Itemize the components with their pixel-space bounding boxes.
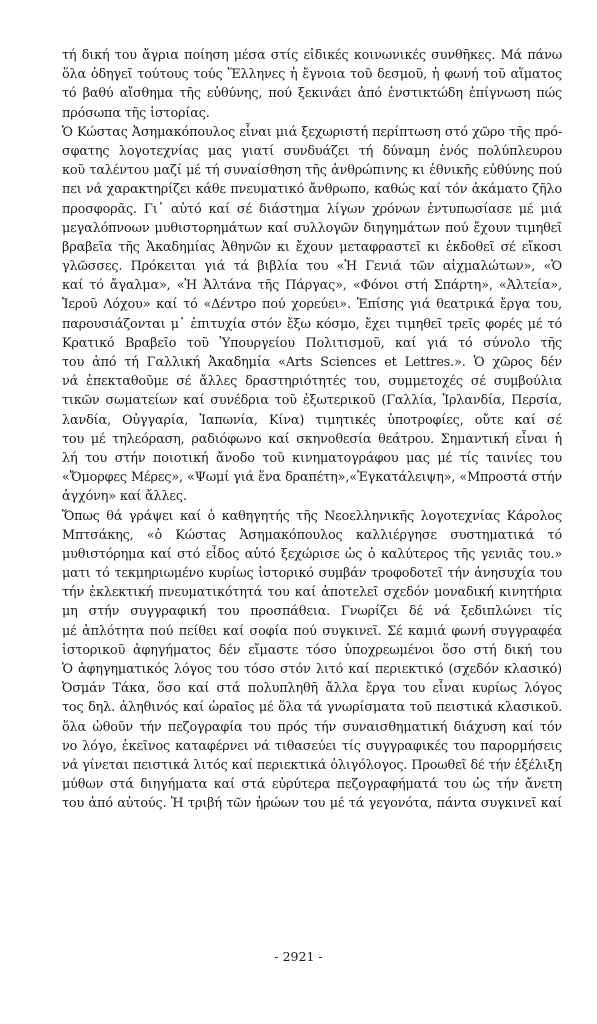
text-line: ἱστορικοῦ ἀφηγήματος δέν εἴμαστε τόσο ὑποχρεωμένοι ὅσο στή δική του [62, 642, 562, 658]
text-line: ματι τό τεκμηριωμένο κυρίως ἱστορικό συμβάν τροφοδοτεῖ τήν ἀνησυχία του [62, 566, 562, 582]
text-line: μεγαλόπνοων μυθιστορημάτων καί συλλογῶν διηγημάτων πού ἔχουν τιμηθεῖ [62, 220, 562, 236]
text-line: νά γίνεται πειστικά λιτός καί περιεκτικά ὀλιγόλογος. Προωθεῖ δέ τήν ἐξέλιξη [62, 757, 562, 773]
text-line: τικῶν σωματείων καί συνέδρια τοῦ ἐξωτερικοῦ (Γαλλία, Ἰρλανδία, Περσία, [62, 393, 562, 409]
text-line: μη στήν συγγραφική του προσπάθεια. Γνωρίζει δέ νά ξεδιπλώνει τίς [62, 604, 562, 620]
text-line: του μέ τηλεόραση, ραδιόφωνο καί σκηνοθεσία θεάτρου. Σημαντική εἶναι ἡ [62, 431, 562, 447]
text-line: του ἀπό τή Γαλλική Ἀκαδημία «Arts Sciences et Lettres.». Ὁ χῶρος δέν [62, 355, 562, 370]
text-line: τήν ἐκλεκτική πνευματικότητά του καί ἀποτελεῖ σχεδόν μοναδική κινητήρια [62, 585, 562, 601]
text-line: πρόσωπα τῆς ἱστορίας. [62, 105, 210, 121]
text-line: προσφορᾶς. Γι᾽ αὐτό καί σέ διάστημα λίγων χρόνων ἐντυπωσίασε μέ μιά [62, 201, 562, 217]
text-line: Ὁ Κώστας Ἀσημακόπουλος εἶναι μιά ξεχωριστή περίπτωση στό χῶρο τῆς πρό- [62, 124, 562, 140]
text-line: πει νά χαρακτηρίζει κάθε πνευματικό ἄνθρωπο, καθώς καί τόν ἀκάματο ζῆλο [62, 182, 562, 198]
text-line: σφατης λογοτεχνίας μας γιατί συνδυάζει τή δύναμη ἑνός πολύπλευρου [62, 143, 562, 159]
text-line: ὅλα ὠθοῦν τήν πεζογραφία του πρός τήν συναισθηματική διάχυση καί τόν [62, 719, 562, 735]
text-line: τό βαθύ αἴσθημα τῆς εὐθύνης, πού ξεκινάει ἀπό ἐνστικτώδη ἐπίγνωση πώς [62, 86, 562, 102]
text-line: νο λόγο, ἐκεῖνος καταφέρνει νά τιθασεύει τίς συγγραφικές του παρορμήσεις [62, 738, 562, 754]
text-line: Ὁ ἀφηγηματικός λόγος του τόσο στόν λιτό καί περιεκτικό (σχεδόν κλασικό) [62, 662, 562, 677]
text-line: τος δηλ. ἀληθινός καί ὡραῖος μέ ὅλα τά γνωρίσματα τοῦ πειστικά κλασικοῦ. [62, 700, 562, 716]
text-line: βραβεῖα τῆς Ἀκαδημίας Ἀθηνῶν κι ἔχουν μεταφραστεῖ κι ἐκδοθεῖ σέ εἴκοσι [62, 239, 562, 255]
page-number: - 2921 - [274, 949, 323, 964]
text-line: μύθων στά διηγήματα καί στά εὐρύτερα πεζογραφήματά του ὡς τήν ἄνετη [62, 777, 562, 793]
text-line: παρουσιάζονται μ᾽ ἐπιτυχία στόν ἔξω κόσμο, ἔχει τιμηθεῖ τρεῖς φορές μέ τό [62, 316, 562, 332]
text-line: κοῦ ταλέντου μαζί μέ τή συναίσθηση τῆς ἀνθρώπινης κι ἐθνικῆς εὐθύνης πού [62, 163, 562, 179]
text-line: καί τό ἄγαλμα», «Ἡ Ἀλτάνα τῆς Πάργας», «Φόνοι στή Σπάρτη», «Ἀλτεία», [62, 278, 562, 294]
text-line: νά ἐπεκταθοῦμε σέ ἄλλες δραστηριότητές του, συμμετοχές σέ συμβούλια [62, 374, 562, 390]
text-line: λή του στήν ποιοτική ἄνοδο τοῦ κινηματογράφου μας μέ τίς ταινίες του [62, 450, 562, 466]
text-line: μυθιστόρημα καί στό εἶδος αὐτό ξεχώρισε ὡς ὁ καλύτερος τῆς γενιᾶς του.» [62, 546, 562, 562]
text-line: Μπτσάκης, «ὁ Κώστας Ἀσημακόπουλος καλλιέργησε συστηματικά τό [62, 527, 562, 543]
text-line: ὅλα ὁδηγεῖ τούτους τούς Ἕλληνες ἡ ἔγνοια τοῦ δεσμοῦ, ἡ φωνή τοῦ αἵματος [62, 67, 562, 83]
text-line: γλῶσσες. Πρόκειται γιά τά βιβλία του «Ἡ Γενιά τῶν αἰχμαλώτων», «Ὁ [62, 259, 562, 275]
text-line: λανδία, Οὐγγαρία, Ἰαπωνία, Κίνα) τιμητικές ὑποτροφίες, οὔτε καί σέ [62, 412, 562, 428]
text-line: Κρατικό Βραβεῖο τοῦ Ὑπουργείου Πολιτισμοῦ, καί γιά τό σύνολο τῆς [62, 335, 562, 351]
body-text [62, 46, 562, 814]
text-line: Ἱεροῦ Λόχου» καί τό «Δέντρο πού χορεύει». Ἐπίσης γιά θεατρικά ἔργα του, [62, 297, 562, 313]
text-line: ἀγχόνη» καί ἄλλες. [62, 489, 187, 505]
text-line: «Ὄμορφες Μέρες», «Ψωμί γιά ἕνα δραπέτη»,«Ἐγκατάλειψη», «Μπροστά στήν [62, 470, 562, 486]
text-line: μέ ἁπλότητα πού πείθει καί σοφία πού συγκινεῖ. Σέ καμιά φωνή συγγραφέα [62, 623, 562, 639]
text-line: του ἀπό αὐτούς. Ἡ τριβή τῶν ἡρώων του μέ τά γεγονότα, πάντα συγκινεῖ καί [62, 796, 562, 812]
text-line: Ὀσμάν Τάκα, ὅσο καί στά πολυπληθῆ ἄλλα ἔργα του εἶναι κυρίως λόγος [62, 681, 562, 697]
text-line: τή δική του ἄγρια ποίηση μέσα στίς εἰδικές κοινωνικές συνθῆκες. Μά πάνω [62, 48, 562, 63]
text-line: Ὅπως θά γράψει καί ὁ καθηγητής τῆς Νεοελληνικῆς λογοτεχνίας Κάρολος [62, 508, 562, 524]
